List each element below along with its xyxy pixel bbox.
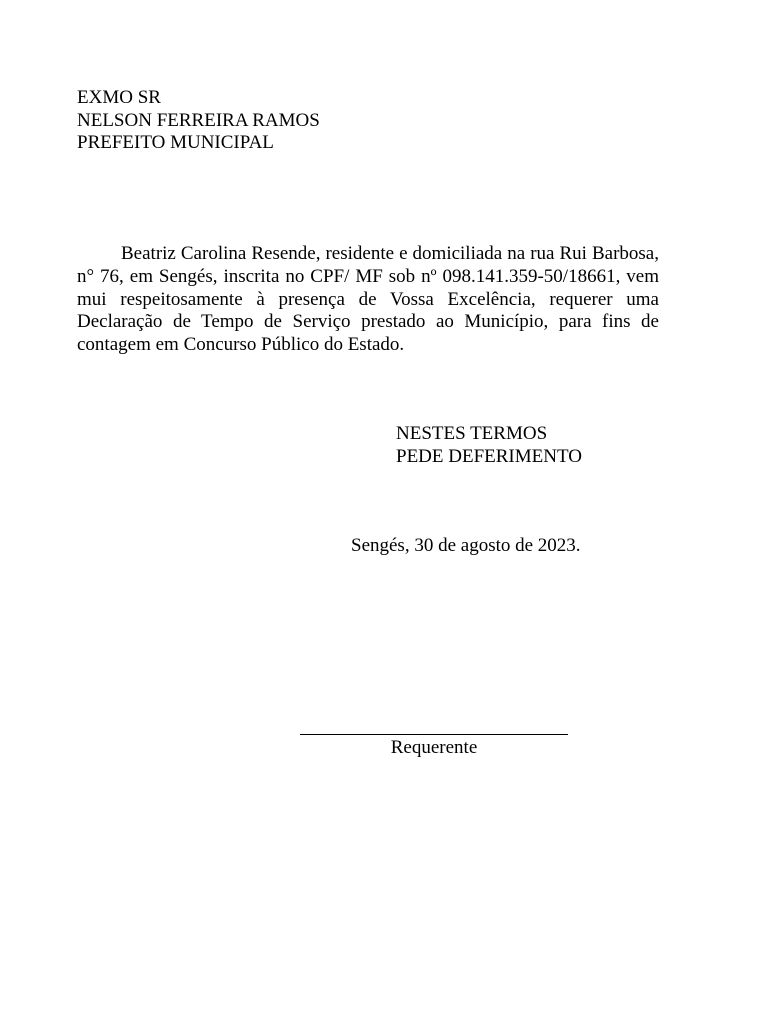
addressee-name: NELSON FERREIRA RAMOS [77, 109, 320, 131]
request-paragraph: Beatriz Carolina Resende, residente e domiciliada na rua Rui Barbosa, n° 76, em Sengés, inscrita no CPF/ MF sob nº 098.141.359-50/18661, vem mui respeitosamente à presença de Vossa Excelência, requerer uma Declaração de Tempo de Serviço prestado ao Município, para fins de contagem em Concurso Público do Estado. [77, 243, 659, 356]
signature-line [300, 716, 568, 735]
addressee-title: PREFEITO MUNICIPAL [77, 132, 274, 153]
place-date-line: Sengés, 30 de agosto de 2023. [351, 535, 581, 556]
signature-label: Requerente [390, 737, 478, 758]
signature-block [300, 716, 568, 759]
addressee-salutation: EXMO SR [77, 87, 161, 108]
closing-line-terms: NESTES TERMOS [396, 423, 548, 444]
addressee-block [77, 87, 320, 155]
closing-line-request: PEDE DEFERIMENTO [396, 445, 582, 467]
closing-block [396, 423, 582, 468]
